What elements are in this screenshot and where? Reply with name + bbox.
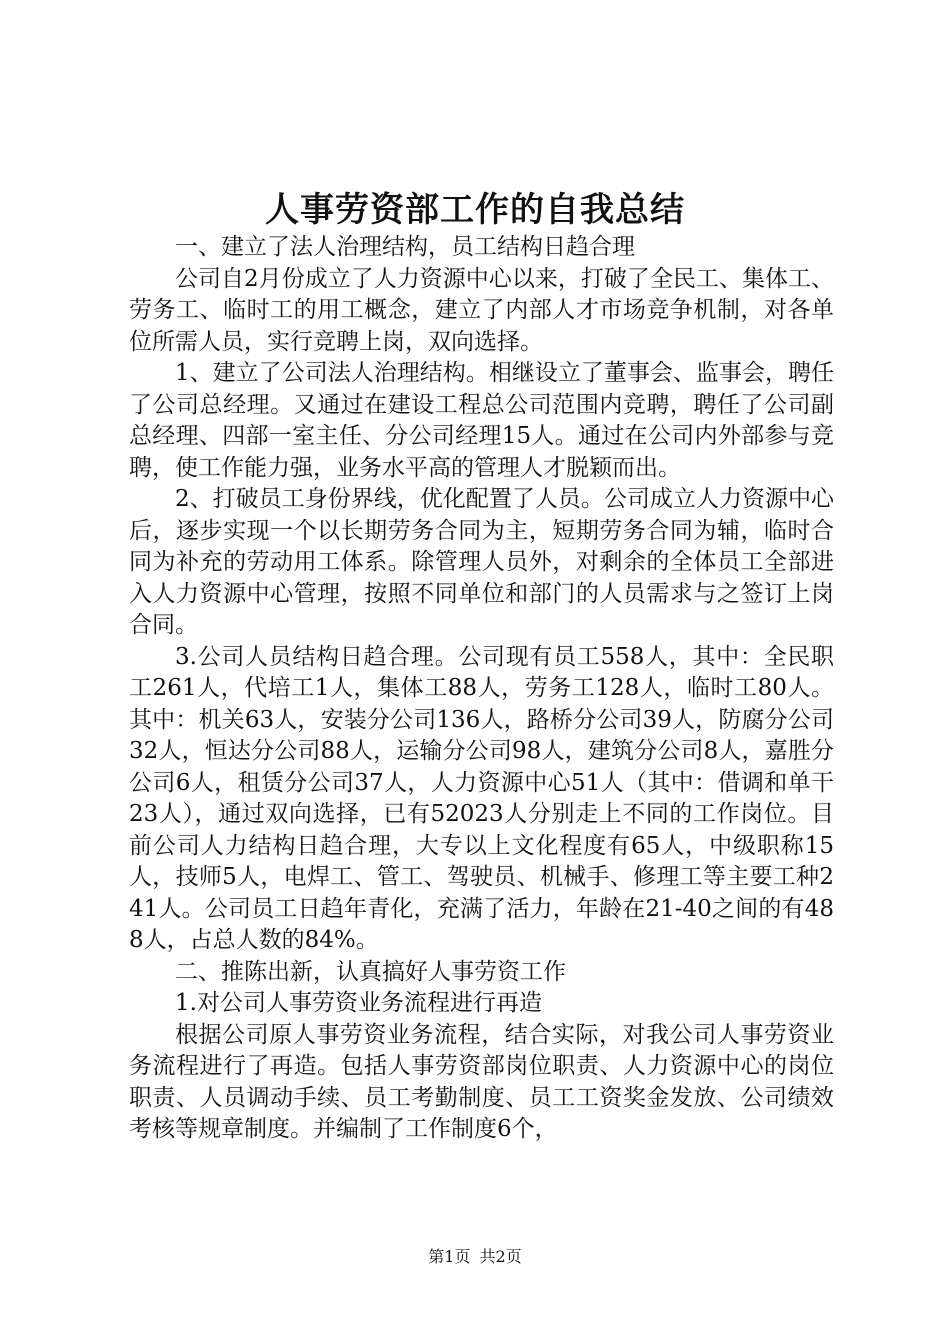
subsection-heading-1: 1.对公司人事劳资业务流程进行再造: [175, 990, 542, 1016]
section-heading-1: 一、建立了法人治理结构，员工结构日趋合理: [175, 234, 635, 260]
document-body: [129, 232, 834, 1146]
paragraph-process: 根据公司原人事劳资业务流程，结合实际，对我公司人事劳资业务流程进行了再造。包括人事劳资部岗位职责、人力资源中心的岗位职责、人员调动手续、员工考勤制度、员工工资奖金发放、公司绩效考核等规章制度。并编制了工作制度6个，: [129, 1021, 834, 1142]
paragraph-intro: 公司自2月份成立了人力资源中心以来，打破了全民工、集体工、劳务工、临时工的用工概念，建立了内部人才市场竞争机制，对各单位所需人员，实行竞聘上岗，双向选择。: [129, 265, 834, 355]
paragraph-item-2: 2、打破员工身份界线，优化配置了人员。公司成立人力资源中心后，逐步实现一个以长期劳务合同为主，短期劳务合同为辅，临时合同为补充的劳动用工体系。除管理人员外，对剩余的全体员工全部进入人力资源中心管理，按照不同单位和部门的人员需求与之签订上岗合同。: [129, 486, 834, 638]
page-total: 共2页: [479, 1247, 522, 1266]
paragraph-item-1: 1、建立了公司法人治理结构。相继设立了董事会、监事会，聘任了公司总经理。又通过在建设工程总公司范围内竞聘，聘任了公司副总经理、四部一室主任、分公司经理15人。通过在公司内外部参与竞聘，使工作能力强，业务水平高的管理人才脱颖而出。: [129, 360, 834, 481]
page-footer: [0, 1246, 950, 1268]
page-number: 第1页: [428, 1247, 471, 1266]
document-title: 人事劳资部工作的自我总结: [265, 190, 685, 230]
paragraph-item-3: 3.公司人员结构日趋合理。公司现有员工558人，其中：全民职工261人，代培工1人，集体工88人，劳务工128人，临时工80人。其中：机关63人，安装分公司136人，路桥分公司39人，防腐分公司32人，恒达分公司88人，运输分公司98人，建筑分公司8人，嘉胜分公司6人，租赁分公司37人，人力资源中心51人（其中：借调和单干23人），通过双向选择，已有52023人分别走上不同的工作岗位。目前公司人力结构日趋合理，大专以上文化程度有65人，中级职称15人，技师5人，电焊工、管工、驾驶员、机械手、修理工等主要工种241人。公司员工日趋年青化，充满了活力，年龄在21-40之间的有488人，占总人数的84%。: [129, 643, 834, 953]
section-heading-2: 二、推陈出新，认真搞好人事劳资工作: [175, 958, 566, 985]
